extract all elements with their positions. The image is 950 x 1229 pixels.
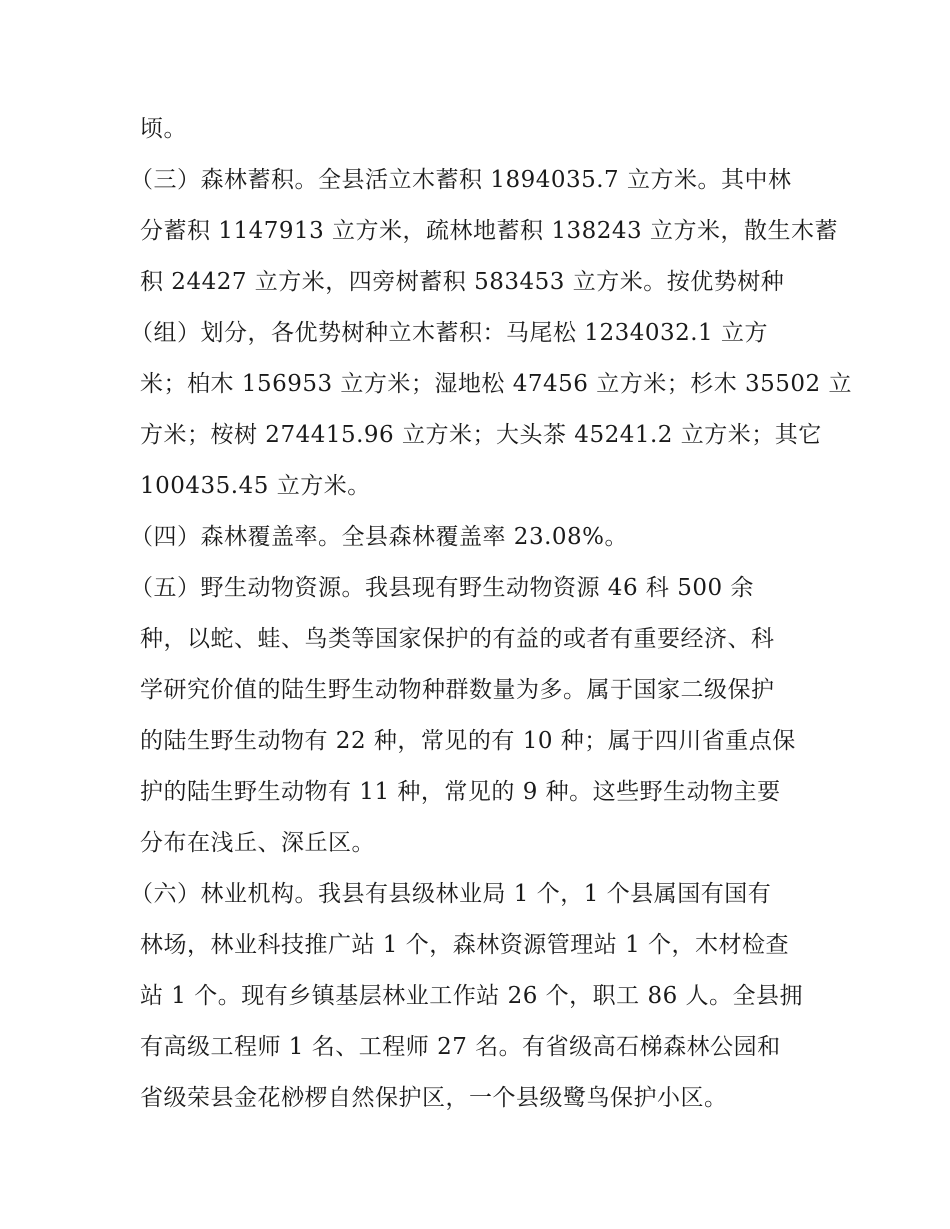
text-line: 米；柏木 156953 立方米；湿地松 47456 立方米；杉木 35502 立	[140, 371, 852, 397]
text-line: 的陆生野生动物有 22 种，常见的有 10 种；属于四川省重点保	[140, 728, 796, 754]
text-line: 方米；桉树 274415.96 立方米；大头茶 45241.2 立方米；其它	[140, 422, 822, 448]
text-line: 种，以蛇、蛙、鸟类等国家保护的有益的或者有重要经济、科	[140, 626, 775, 652]
text-line: （组）划分，各优势树种立木蓄积：马尾松 1234032.1 立方	[130, 320, 768, 346]
text-line: 分布在浅丘、深丘区。	[140, 830, 375, 856]
text-line: 站 1 个。现有乡镇基层林业工作站 26 个，职工 86 人。全县拥	[140, 983, 804, 1009]
text-line: 有高级工程师 1 名、工程师 27 名。有省级高石梯森林公园和	[140, 1034, 781, 1060]
text-line: 100435.45 立方米。	[140, 473, 371, 499]
text-line: （四）森林覆盖率。全县森林覆盖率 23.08%。	[130, 524, 629, 550]
text-line: （三）森林蓄积。全县活立木蓄积 1894035.7 立方米。其中林	[130, 167, 792, 193]
text-line: （六）林业机构。我县有县级林业局 1 个，1 个县属国有国有	[130, 881, 772, 907]
text-line: 分蓄积 1147913 立方米，疏林地蓄积 138243 立方米，散生木蓄	[140, 218, 838, 244]
text-line: 顷。	[140, 116, 187, 142]
text-line: 护的陆生野生动物有 11 种，常见的 9 种。这些野生动物主要	[140, 779, 781, 805]
text-line: 省级荣县金花桫椤自然保护区，一个县级鹭鸟保护小区。	[140, 1085, 728, 1111]
text-line: 林场，林业科技推广站 1 个，森林资源管理站 1 个，木材检查	[140, 932, 790, 958]
text-line: （五）野生动物资源。我县现有野生动物资源 46 科 500 余	[130, 575, 754, 601]
text-line: 学研究价值的陆生野生动物种群数量为多。属于国家二级保护	[140, 677, 775, 703]
text-line: 积 24427 立方米，四旁树蓄积 583453 立方米。按优势树种	[140, 269, 785, 295]
body-text	[130, 104, 852, 1124]
